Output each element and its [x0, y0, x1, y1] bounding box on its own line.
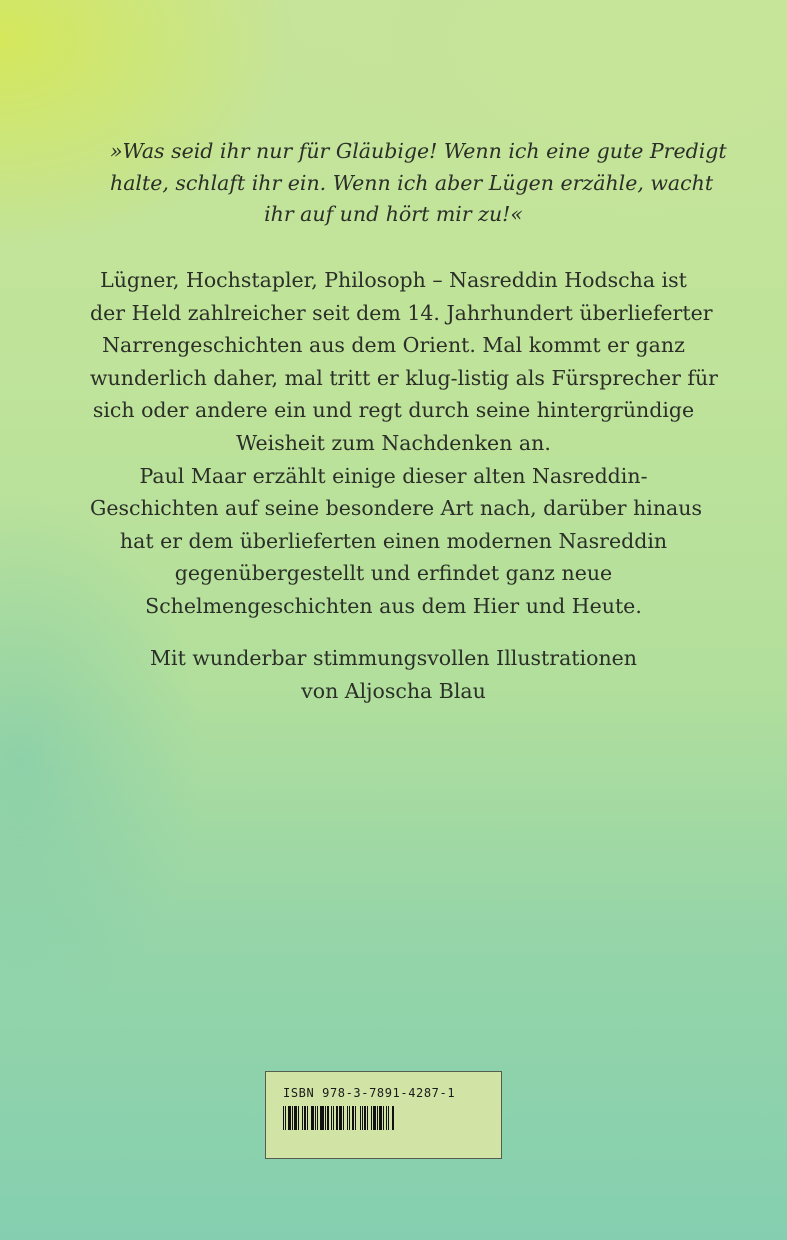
nasreddin-quote	[110, 136, 727, 231]
description-line: sich oder andere ein und regt durch seine hintergründige	[92, 398, 695, 423]
description-line: Lügner, Hochstapler, Philosoph – Nasreddin Hodscha ist	[100, 268, 687, 292]
quote-line: halte, schlaft ihr ein. Wenn ich aber Lügen erzähle, wacht	[110, 170, 714, 195]
isbn-barcode-box	[265, 1071, 502, 1159]
description-line: Paul Maar erzählt einige dieser alten Nasreddin-	[139, 463, 648, 488]
illustrator-credit	[100, 642, 687, 707]
description-line: der Held zahlreicher seit dem 14. Jahrhundert überlieferter	[90, 300, 713, 325]
description-line: Weisheit zum Nachdenken an.	[236, 430, 551, 455]
barcode-gap	[394, 1106, 395, 1130]
isbn-number: ISBN 978-3-7891-4287-1	[283, 1086, 456, 1100]
description-line: wunderlich daher, mal tritt er klug-listig als Fürsprecher für	[90, 365, 718, 390]
description-line: Schelmengeschichten aus dem Hier und Heute.	[145, 593, 642, 618]
description-line: Narrengeschichten aus dem Orient. Mal kommt er ganz	[102, 333, 685, 358]
quote-line: »Was seid ihr nur für Gläubige! Wenn ich eine gute Predigt	[110, 139, 727, 163]
credit-line: Mit wunderbar stimmungsvollen Illustrationen	[150, 646, 637, 670]
description-line: Geschichten auf seine besondere Art nach, darüber hinaus	[90, 496, 702, 521]
barcode-icon	[283, 1106, 436, 1130]
description-line: hat er dem überlieferten einen modernen Nasreddin	[119, 528, 668, 553]
description-line: gegenübergestellt und erfindet ganz neue	[174, 561, 613, 586]
quote-line: ihr auf und hört mir zu!«	[264, 202, 523, 226]
book-description	[90, 264, 718, 623]
credit-line: von Aljoscha Blau	[301, 678, 486, 703]
